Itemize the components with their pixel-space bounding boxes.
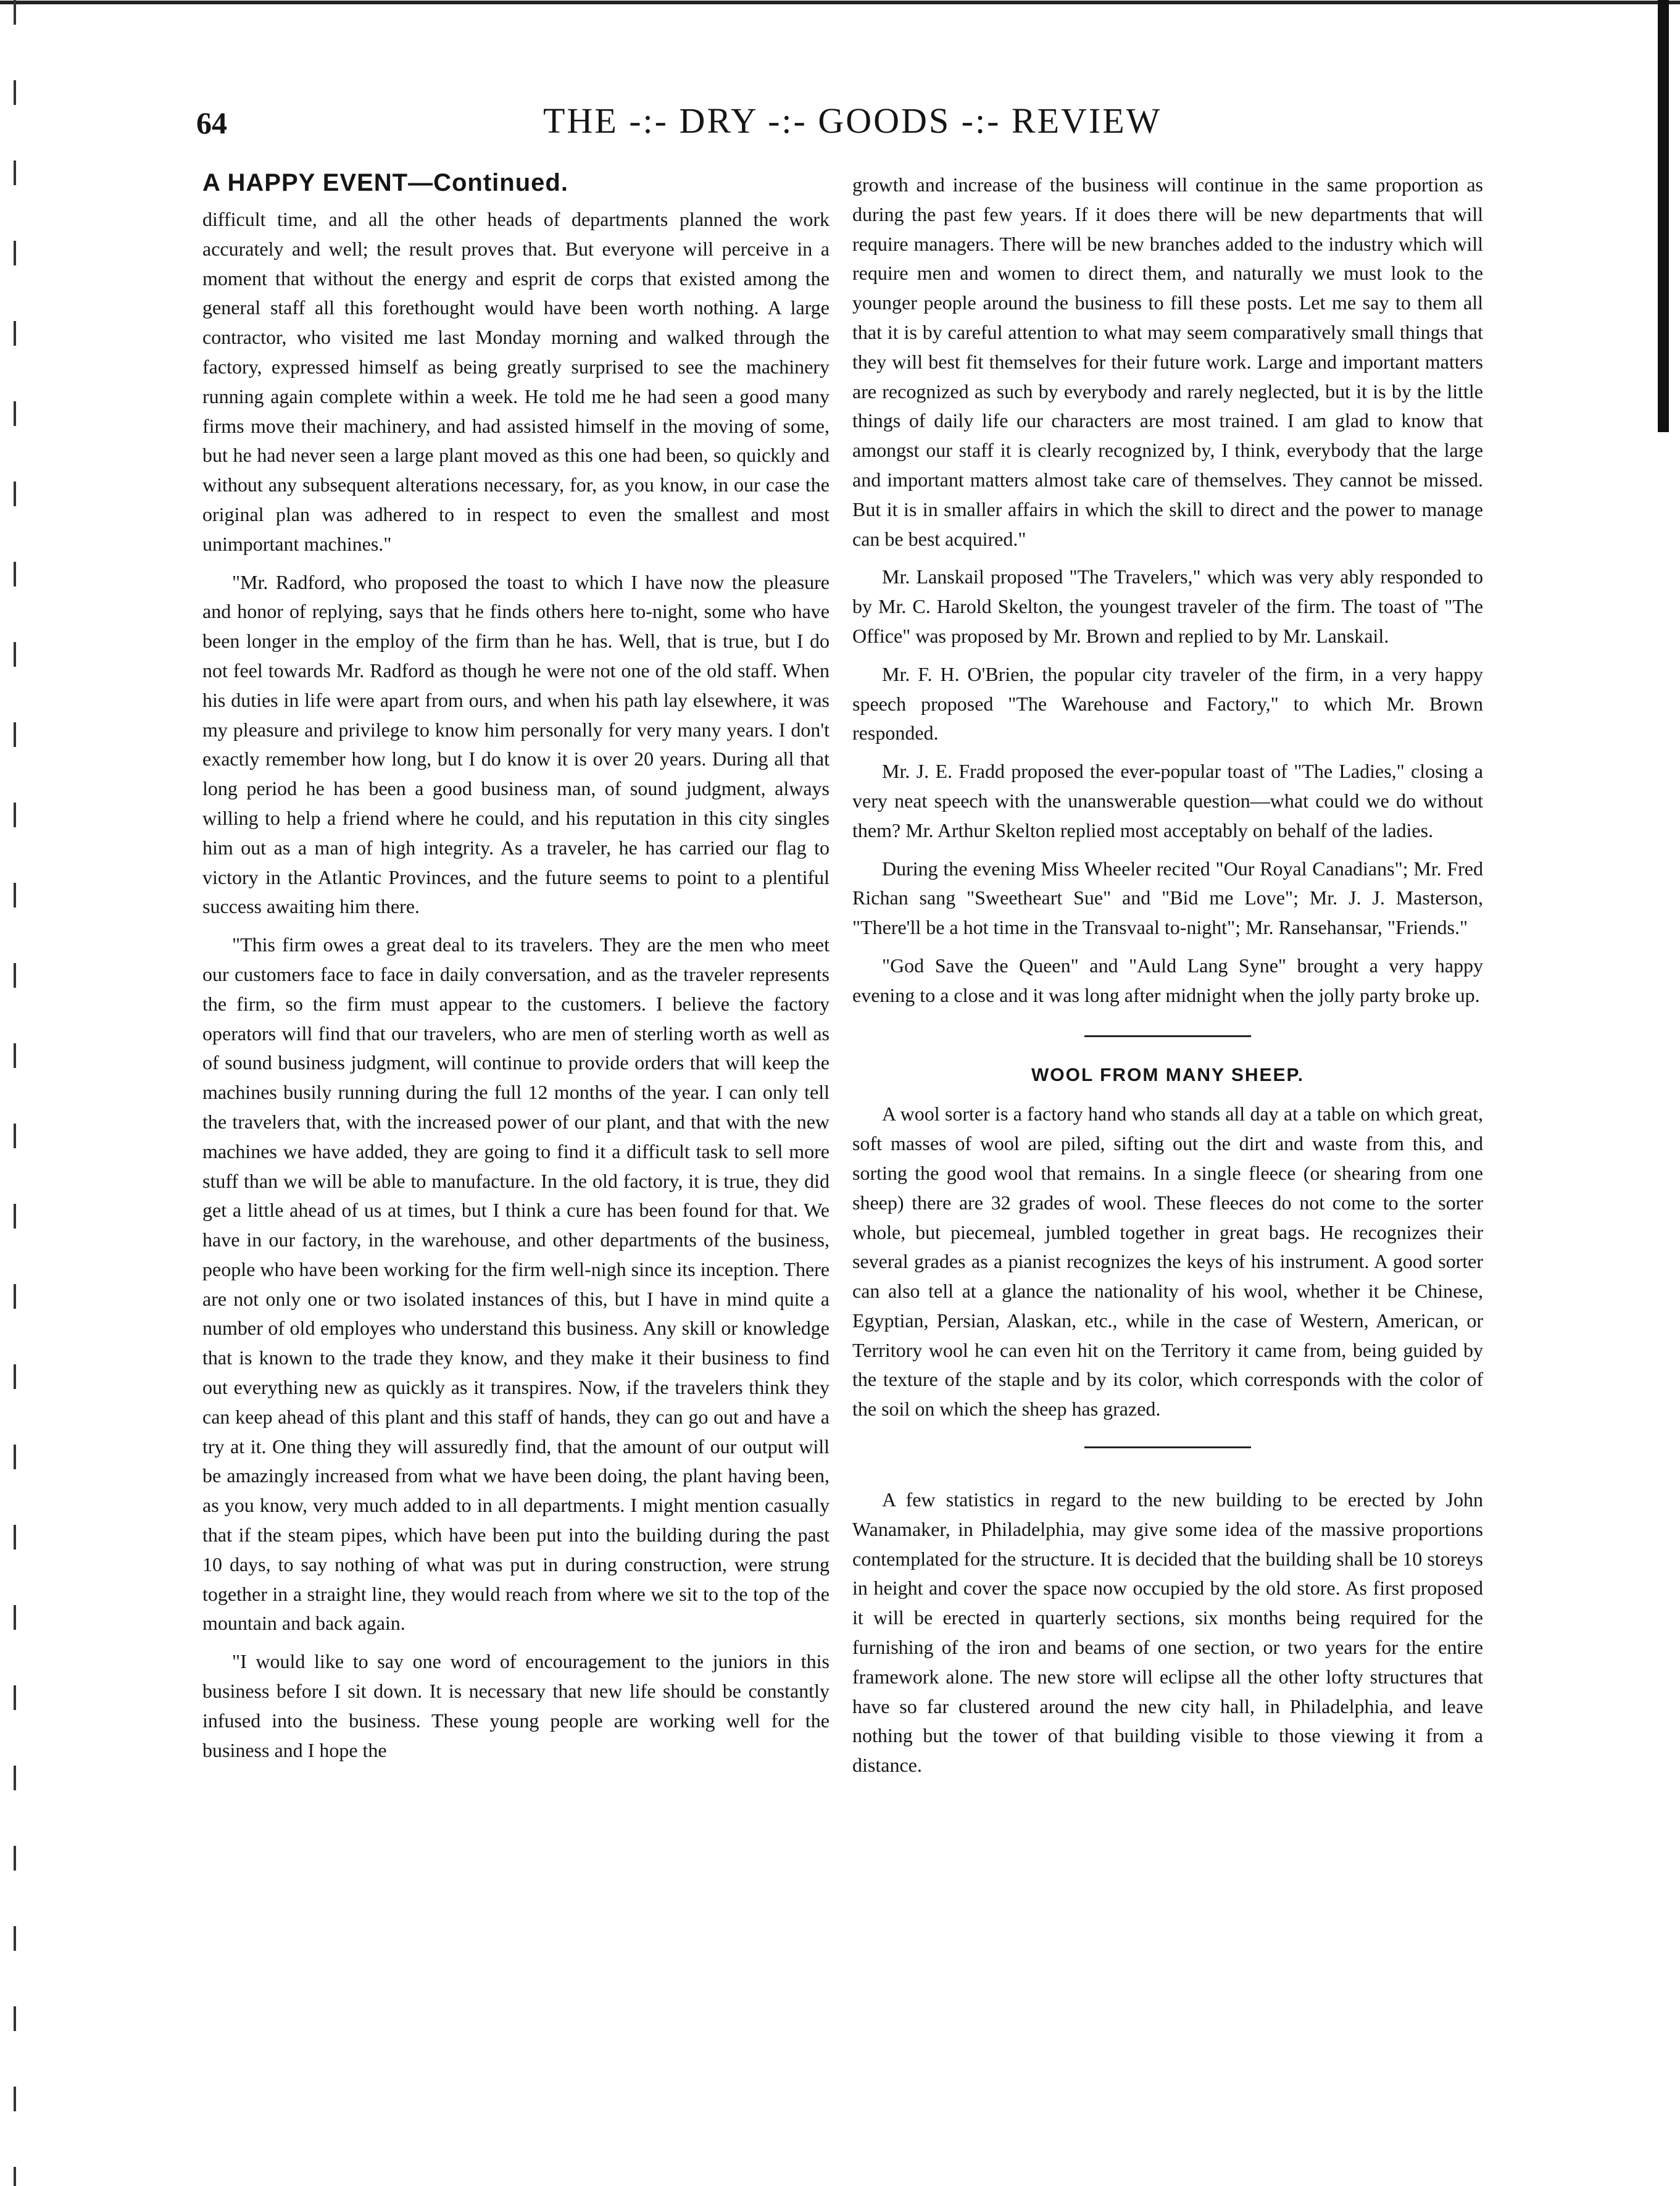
- scan-right-edge: [1654, 0, 1673, 432]
- article-paragraph: Mr. F. H. O'Brien, the popular city traveler of the firm, in a very happy speech proposed "The Warehouse and Factory," to which Mr. Brown responded.: [852, 662, 1483, 745]
- article-paragraph: "I would like to say one word of encouragement to the juniors in this business before I sit down. It is necessary that new life should be constantly infused into the business. These young people are working well for the business and I hope the: [202, 1650, 830, 1761]
- masthead-title: THE -:- DRY -:- GOODS -:- REVIEW: [543, 101, 1162, 141]
- article-paragraph: growth and increase of the business will continue in the same proportion as during the past few years. If it does there will be new departments that will require managers. There will be new branches added to the industry which will require men and women to direct them, and naturally we must look to the younger people around the business to fill these posts. Let me say to them all that it is by careful attention to what may seem comparatively small things that they will best fit themselves for their future work. Large and important matters are recognized as such by everybody and rarely neglected, but it is by the little things of daily life our characters are most trained. I am glad to know that amongst our staff it is clearly recognized by, I think, everybody that the large and important matters almost take care of themselves. They cannot be missed. But it is in smaller affairs in which the skill to direct and the power to manage can be best acquired.": [852, 173, 1483, 550]
- section-divider: [1084, 1446, 1251, 1448]
- article-paragraph: During the evening Miss Wheeler recited "Our Royal Canadians"; Mr. Fred Richan sang "Sweetheart Sue" and "Bid me Love"; Mr. J. J. Masterson, "There'll be a hot time in the Transvaal to-night"; Mr. Ransehansar, "Friends.": [852, 857, 1483, 939]
- scan-top-edge: [0, 0, 1680, 19]
- section-divider: [1084, 1035, 1251, 1037]
- article-paragraph: Mr. Lanskail proposed "The Travelers," which was very ably responded to by Mr. C. Harold Skelton, the youngest traveler of the firm. The toast of "The Office" was proposed by Mr. Brown and replied to by Mr. Lanskail.: [852, 565, 1483, 647]
- article-paragraph: difficult time, and all the other heads of departments planned the work accurately and well; the result proves that. But everyone will perceive in a moment that without the energy and esprit de corps that existed among the general staff all this forethought would have been worth nothing. A large contractor, who visited me last Monday morning and walked through the factory, expressed himself as being greatly surprised to see the machinery running again complete within a week. He told me he had seen a good many firms move their machinery, and had assisted himself in the moving of some, but he had never seen a large plant moved as this one had been, so quickly and without any subsequent alterations necessary, for, as you know, in our case the original plan was adhered to in respect to even the smallest and most unimportant machines.": [202, 208, 830, 555]
- wool-paragraph: A wool sorter is a factory hand who stands all day at a table on which great, soft masses of wool are piled, sifting out the dirt and waste from this, and sorting the good wool that remains. In a single fleece (or shearing from one sheep) there are 32 grades of wool. These fleeces do not come to the sorter whole, but piecemeal, jumbled together in great bags. He recognizes their several grades as a pianist recognizes the keys of his instrument. A good sorter can also tell at a glance the nationality of his wool, whether it be Chinese, Egyptian, Persian, Alaskan, etc., while in the case of Western, American, or Territory wool he can even hit on the Territory it came from, being guided by the texture of the staple and by its color, which corresponds with the color of the soil on which the sheep has grazed.: [852, 1103, 1483, 1420]
- wool-heading: WOOL FROM MANY SHEEP.: [1031, 1064, 1305, 1085]
- page-number: 64: [196, 106, 227, 140]
- scan-left-edge: [12, 0, 17, 2186]
- article-paragraph: "God Save the Queen" and "Auld Lang Syne" brought a very happy evening to a close and it was long after midnight when the jolly party broke up.: [852, 954, 1483, 1006]
- article-paragraph: "This firm owes a great deal to its travelers. They are the men who meet our customers face to face in daily conversation, and as the traveler represents the firm, so the firm must appear to the customers. I believe the factory operators will find that our travelers, who are men of sterling worth as well as of sound business judgment, will continue to provide orders that will keep the machines busily running during the full 12 months of the year. I can only tell the travelers that, with the increased power of our plant, and that with the new machines we have added, they are going to find it a difficult task to sell more stuff than we will be able to manufacture. In the old factory, it is true, they did get a little ahead of us at times, but I think a cure has been found for that. We have in our factory, in the warehouse, and other departments of the business, people who have been working for the firm well-nigh since its inception. There are not only one or two isolated instances of this, but I have in mind quite a number of old employes who understand this business. Any skill or knowledge that is known to the trade they know, and they make it their business to find out everything new as quickly as it transpires. Now, if the travelers think they can keep ahead of this plant and this staff of hands, they can go out and have a try at it. One thing they will assuredly find, that the amount of our output will be amazingly increased from what we have been doing, the plant having been, as you know, very much added to in all departments. I might mention casually that if the steam pipes, which have been put into the building during the past 10 days, to say nothing of what was put in during construction, were strung together in a straight line, they would reach from where we sit to the top of the mountain and back again.: [202, 933, 830, 1635]
- article-paragraph: Mr. J. E. Fradd proposed the ever-popular toast of "The Ladies," closing a very neat speech with the unanswerable question—what could we do without them? Mr. Arthur Skelton replied most acceptably on behalf of the ladies.: [852, 760, 1483, 841]
- right-column: [852, 170, 1483, 1789]
- left-column: [202, 167, 830, 1774]
- wanamaker-paragraph: A few statistics in regard to the new building to be erected by John Wanamaker, in Philadelphia, may give some idea of the massive proportions contemplated for the structure. It is decided that the building shall be 10 storeys in height and cover the space now occupied by the old store. As first proposed it will be erected in quarterly sections, six months being required for the furnishing of the iron and beams of one section, or two years for the entire framework alone. The new store will eclipse all the other lofty structures that have so far clustered around the new city hall, in Philadelphia, and leave nothing but the tower of that building visible to those viewing it from a distance.: [852, 1488, 1483, 1777]
- article-paragraph: "Mr. Radford, who proposed the toast to which I have now the pleasure and honor of replying, says that he finds others here to-night, some who have been longer in the employ of the firm than he has. Well, that is true, but I do not feel towards Mr. Radford as though he were not one of the old staff. When his duties in life were apart from ours, and when his path lay elsewhere, it was my pleasure and privilege to know him personally for very many years. I don't exactly remember how long, but I do know it is over 20 years. During all that long period he has been a good business man, of sound judgment, always willing to help a friend where he could, and his reputation in this city singles him out as a man of high integrity. As a traveler, he has carried our flag to victory in the Atlantic Provinces, and the future seems to point to a plentiful success awaiting him there.: [202, 570, 830, 918]
- section-heading: A HAPPY EVENT—Continued.: [202, 169, 568, 196]
